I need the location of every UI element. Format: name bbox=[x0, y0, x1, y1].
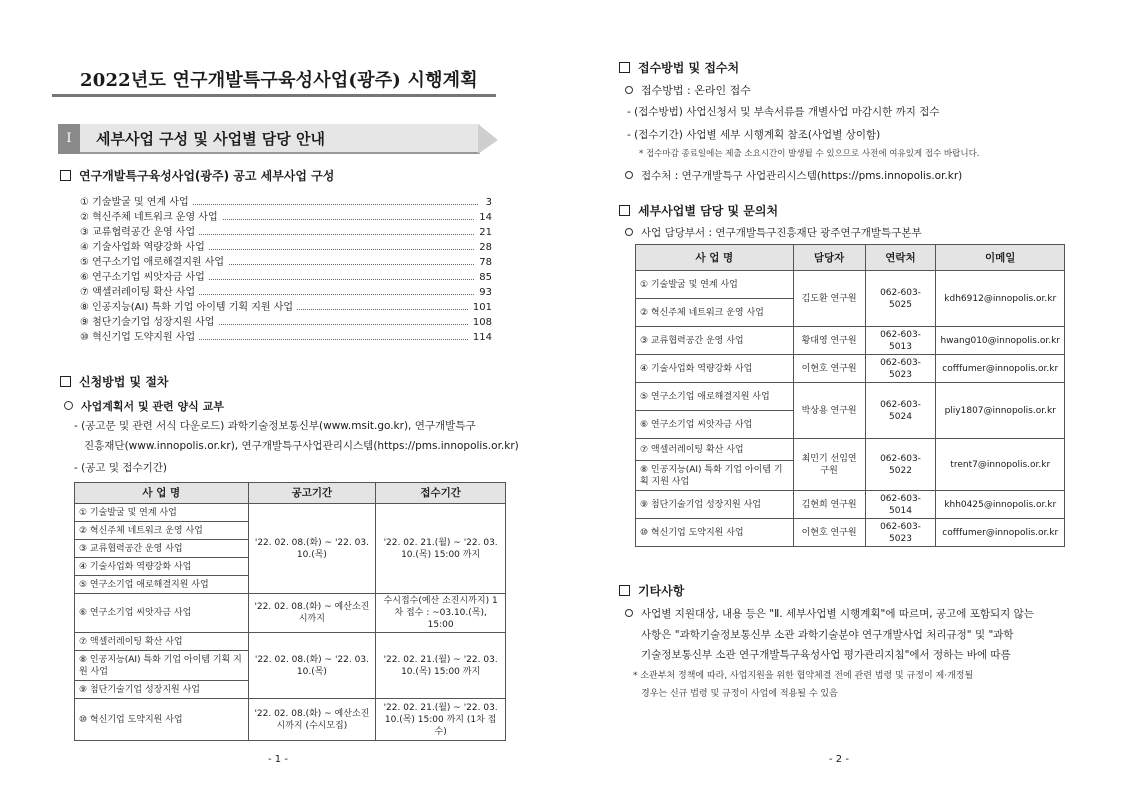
contact-phone: 062-603-5023 bbox=[865, 519, 936, 547]
period-receipt-group-1: '22. 02. 21.(월) ~ '22. 03. 10.(목) 15:00 까지 bbox=[376, 504, 506, 594]
contact-phone: 062-603-5024 bbox=[865, 383, 936, 439]
period-program: ⑩ 혁신기업 도약지원 사업 bbox=[75, 699, 249, 741]
section-number: Ⅰ bbox=[58, 124, 80, 154]
method-line-1: 접수방법 : 온라인 접수 bbox=[625, 82, 751, 98]
toc-item-page: 14 bbox=[475, 210, 492, 225]
toc-item bbox=[70, 330, 500, 345]
contact-name: 김현희 연구원 bbox=[793, 491, 865, 519]
circle-bullet-icon bbox=[64, 401, 73, 410]
toc-item bbox=[70, 300, 500, 315]
period-program: ③ 교류협력공간 운영 사업 bbox=[75, 540, 249, 558]
method-heading: 접수방법 및 접수처 bbox=[619, 59, 739, 76]
toc-item-label: ⑥ 연구소기업 씨앗자금 사업 bbox=[80, 270, 209, 285]
period-program: ① 기술발굴 및 연계 사업 bbox=[75, 504, 249, 522]
contact-name: 황대영 연구원 bbox=[793, 327, 865, 355]
contact-email[interactable]: kdh6912@innopolis.or.kr bbox=[936, 271, 1065, 327]
period-program: ⑨ 첨단기술기업 성장지원 사업 bbox=[75, 681, 249, 699]
contact-name: 최민기 선임연구원 bbox=[793, 439, 865, 491]
contact-program: ⑤ 연구소기업 애로해결지원 사업 bbox=[636, 383, 794, 411]
section-tab-corner bbox=[478, 124, 498, 154]
toc-item-label: ⑦ 액셀러레이팅 확산 사업 bbox=[80, 285, 199, 300]
toc-item bbox=[70, 195, 500, 210]
contact-header-program: 사 업 명 bbox=[636, 245, 794, 271]
section-title: 세부사업 구성 및 사업별 담당 안내 bbox=[80, 124, 480, 154]
apply-line-1: - (공고문 및 관련 서식 다운로드) 과학기술정보통신부(www.msit.go.kr), 연구개발특구 bbox=[74, 420, 476, 432]
circle-bullet-icon bbox=[625, 86, 633, 94]
contact-heading: 세부사업별 담당 및 문의처 bbox=[619, 202, 778, 219]
checkbox-square-icon bbox=[619, 62, 630, 73]
toc-item-label: ① 기술발굴 및 연계 사업 bbox=[80, 195, 193, 210]
contact-program: ⑨ 첨단기술기업 성장지원 사업 bbox=[636, 491, 794, 519]
checkbox-square-icon bbox=[619, 205, 630, 216]
method-line-3: - (접수기간) 사업별 세부 시행계획 참조(사업별 상이함) bbox=[627, 129, 881, 141]
toc-item-label: ⑨ 첨단기술기업 성장지원 사업 bbox=[80, 315, 218, 330]
period-notice-group-1: '22. 02. 08.(화) ~ '22. 03. 10.(목) bbox=[248, 504, 376, 594]
apply-heading: 신청방법 및 절차 bbox=[60, 373, 169, 390]
circle-bullet-icon bbox=[625, 228, 633, 236]
document-title: 2022년도 연구개발특구육성사업(광주) 시행계획 bbox=[80, 70, 478, 91]
etc-note-1: * 소관부처 정책에 따라, 사업지원을 위한 협약체결 전에 관련 법령 및 규정이 제·개정될 bbox=[633, 671, 974, 681]
period-header-receipt: 접수기간 bbox=[376, 483, 506, 504]
toc-item-page: 78 bbox=[475, 255, 492, 270]
contact-name: 김도환 연구원 bbox=[793, 271, 865, 327]
period-header-notice: 공고기간 bbox=[248, 483, 376, 504]
period-notice-group-2: '22. 02. 08.(화) ~ 예산소진시까지 bbox=[248, 594, 376, 633]
contact-email[interactable]: hwang010@innopolis.or.kr bbox=[936, 327, 1065, 355]
toc-item bbox=[70, 285, 500, 300]
composition-heading: 연구개발특구육성사업(광주) 공고 세부사업 구성 bbox=[60, 167, 334, 184]
etc-line-1: 사업별 지원대상, 내용 등은 "Ⅱ. 세부사업별 시행계획"에 따르며, 공고에 포함되지 않는 bbox=[625, 606, 1034, 621]
contact-phone: 062-603-5025 bbox=[865, 271, 936, 327]
etc-line-3: 기술정보통신부 소관 연구개발특구육성사업 평가관리지침"에서 정하는 바에 따름 bbox=[641, 649, 1011, 661]
contact-program: ④ 기술사업화 역량강화 사업 bbox=[636, 355, 794, 383]
toc-item-label: ② 혁신주체 네트워크 운영 사업 bbox=[80, 210, 222, 225]
period-program: ⑧ 인공지능(AI) 특화 기업 아이템 기획 지원 사업 bbox=[75, 651, 249, 681]
contact-department: 사업 담당부서 : 연구개발특구진흥재단 광주연구개발특구본부 bbox=[625, 225, 922, 240]
period-receipt-group-2: 수시접수(예산 소진시까지) 1차 접수 : ~03.10.(목), 15:00 bbox=[376, 594, 506, 633]
contact-phone: 062-603-5022 bbox=[865, 439, 936, 491]
method-note: * 접수마감 종료일에는 제출 소요시간이 발생될 수 있으므로 사전에 여유있게 접수 바랍니다. bbox=[639, 149, 980, 159]
toc-item bbox=[70, 225, 500, 240]
period-receipt-group-3: '22. 02. 21.(월) ~ '22. 03. 10.(목) 15:00 까지 bbox=[376, 633, 506, 699]
page-2 bbox=[561, 0, 1122, 794]
toc-item bbox=[70, 255, 500, 270]
toc-item-label: ④ 기술사업화 역량강화 사업 bbox=[80, 240, 209, 255]
period-header-program: 사 업 명 bbox=[75, 483, 249, 504]
period-program: ④ 기술사업화 역량강화 사업 bbox=[75, 558, 249, 576]
checkbox-square-icon bbox=[60, 376, 71, 387]
checkbox-square-icon bbox=[619, 585, 630, 596]
contact-program: ① 기술발굴 및 연계 사업 bbox=[636, 271, 794, 299]
etc-note-2: 경우는 신규 법령 및 규정이 사업에 적용될 수 있음 bbox=[641, 689, 838, 699]
circle-bullet-icon bbox=[625, 609, 633, 617]
contact-header-email: 이메일 bbox=[936, 245, 1065, 271]
toc-item-page: 21 bbox=[475, 225, 492, 240]
toc-item-page: 108 bbox=[469, 315, 492, 330]
period-program: ⑥ 연구소기업 씨앗자금 사업 bbox=[75, 594, 249, 633]
toc-item-page: 93 bbox=[475, 285, 492, 300]
toc-item bbox=[70, 315, 500, 330]
contact-program: ② 혁신주체 네트워크 운영 사업 bbox=[636, 299, 794, 327]
contact-email[interactable]: cofffumer@innopolis.or.kr bbox=[936, 519, 1065, 547]
toc-item-page: 3 bbox=[482, 195, 492, 210]
contact-name: 이현호 연구원 bbox=[793, 355, 865, 383]
period-program: ② 혁신주체 네트워크 운영 사업 bbox=[75, 522, 249, 540]
contact-email[interactable]: pliy1807@innopolis.or.kr bbox=[936, 383, 1065, 439]
contact-name: 박상용 연구원 bbox=[793, 383, 865, 439]
toc-item-page: 85 bbox=[475, 270, 492, 285]
contact-header-phone: 연락처 bbox=[865, 245, 936, 271]
contact-program: ⑥ 연구소기업 씨앗자금 사업 bbox=[636, 411, 794, 439]
period-table bbox=[74, 482, 506, 741]
period-receipt-group-4: '22. 02. 21.(월) ~ '22. 03. 10.(목) 15:00 까지 (1차 접수) bbox=[376, 699, 506, 741]
period-program: ⑦ 액셀러레이팅 확산 사업 bbox=[75, 633, 249, 651]
table-of-contents bbox=[70, 195, 500, 345]
toc-item bbox=[70, 270, 500, 285]
contact-phone: 062-603-5013 bbox=[865, 327, 936, 355]
toc-item-label: ⑤ 연구소기업 애로해결지원 사업 bbox=[80, 255, 228, 270]
checkbox-square-icon bbox=[60, 170, 71, 181]
apply-line-3: - (공고 및 접수기간) bbox=[74, 462, 167, 474]
contact-header-name: 담당자 bbox=[793, 245, 865, 271]
period-notice-group-3: '22. 02. 08.(화) ~ '22. 03. 10.(목) bbox=[248, 633, 376, 699]
period-notice-group-4: '22. 02. 08.(화) ~ 예산소진시까지 (수시모집) bbox=[248, 699, 376, 741]
circle-bullet-icon bbox=[625, 171, 633, 179]
toc-item-label: ⑧ 인공지능(AI) 특화 기업 아이템 기획 지원 사업 bbox=[80, 300, 297, 315]
contact-program: ⑩ 혁신기업 도약지원 사업 bbox=[636, 519, 794, 547]
etc-heading: 기타사항 bbox=[619, 582, 684, 599]
title-divider bbox=[52, 94, 496, 97]
period-program: ⑤ 연구소기업 애로해결지원 사업 bbox=[75, 576, 249, 594]
apply-subheading: 사업계획서 및 관련 양식 교부 bbox=[64, 398, 224, 414]
toc-item-label: ③ 교류협력공간 운영 사업 bbox=[80, 225, 199, 240]
contact-program: ③ 교류협력공간 운영 사업 bbox=[636, 327, 794, 355]
page-number: - 2 - bbox=[829, 754, 849, 765]
method-line-2: - (접수방법) 사업신청서 및 부속서류를 개별사업 마감시한 까지 접수 bbox=[627, 106, 940, 118]
toc-item-page: 101 bbox=[469, 300, 492, 315]
contact-program: ⑧ 인공지능(AI) 특화 기업 아이템 기획 지원 사업 bbox=[636, 461, 794, 491]
contact-email[interactable]: khh0425@innopolis.or.kr bbox=[936, 491, 1065, 519]
contact-program: ⑦ 액셀러레이팅 확산 사업 bbox=[636, 439, 794, 461]
contact-name: 이현호 연구원 bbox=[793, 519, 865, 547]
etc-line-2: 사항은 "과학기술정보통신부 소관 과학기술분야 연구개발사업 처리규정" 및 "과학 bbox=[641, 629, 1014, 641]
contact-phone: 062-603-5023 bbox=[865, 355, 936, 383]
contact-email[interactable]: trent7@innopolis.or.kr bbox=[936, 439, 1065, 491]
toc-item-page: 114 bbox=[469, 330, 492, 345]
toc-item-page: 28 bbox=[475, 240, 492, 255]
toc-item bbox=[70, 240, 500, 255]
contact-email[interactable]: cofffumer@innopolis.or.kr bbox=[936, 355, 1065, 383]
contact-table bbox=[635, 244, 1065, 547]
section-header bbox=[58, 124, 498, 158]
contact-phone: 062-603-5014 bbox=[865, 491, 936, 519]
method-line-4: 접수처 : 연구개발특구 사업관리시스템(https://pms.innopolis.or.kr) bbox=[625, 168, 962, 183]
page-number: - 1 - bbox=[268, 754, 288, 765]
apply-line-2: 진흥재단(www.innopolis.or.kr), 연구개발특구사업관리시스템(https://pms.innopolis.or.kr) bbox=[84, 440, 519, 452]
toc-item bbox=[70, 210, 500, 225]
toc-item-label: ⑩ 혁신기업 도약지원 사업 bbox=[80, 330, 199, 345]
